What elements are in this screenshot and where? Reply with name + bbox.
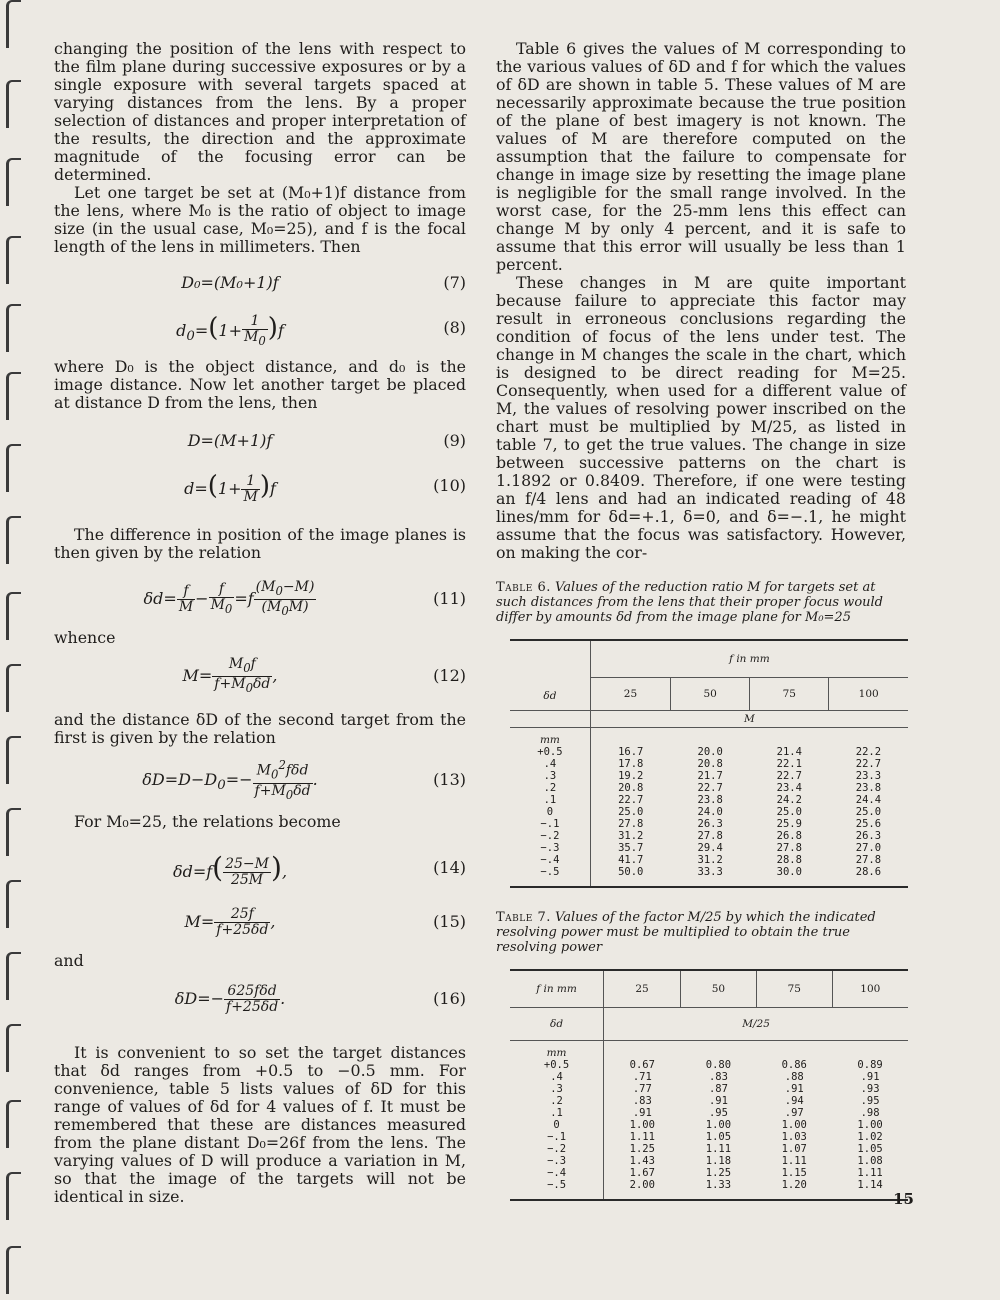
table-cell: 31.2 xyxy=(697,854,723,866)
table-cell: 27.8 xyxy=(855,854,882,866)
binder-mark xyxy=(6,808,21,856)
table-cell: 41.7 xyxy=(618,854,644,866)
paragraph: It is convenient to so set the target distances that δd ranges from +0.5 to −0.5 mm. For convenience, table 5 lists values of δD for this range of values of δd for 4 values of f. It must be remembered that these are distances measured from the plane distant D₀=26f from the lens. The varying values of D will produce a variation in M, so that the image of the targets will not be identical in size. xyxy=(54,1043,466,1206)
table-cell: .93 xyxy=(860,1083,880,1095)
binder-mark xyxy=(6,372,21,420)
binder-mark xyxy=(6,516,21,564)
sub-header: M xyxy=(590,711,908,728)
dd-value: .4 xyxy=(550,1071,563,1083)
table-cell: 28.6 xyxy=(855,866,882,878)
table-cell: 26.3 xyxy=(855,830,882,842)
table-cell: 31.2 xyxy=(618,830,644,842)
table-cell: 22.7 xyxy=(776,770,802,782)
f-col-header: 75 xyxy=(750,678,829,711)
table-cell: .98 xyxy=(860,1107,880,1119)
table-cell: 1.67 xyxy=(629,1167,655,1179)
table-cell: 26.8 xyxy=(776,830,802,842)
table-cell: 20.8 xyxy=(697,758,723,770)
paragraph: These changes in M are quite important because failure to appreciate this factor may result in erroneous conclusions regarding the condition of focus of the lens under test. The change in M changes the scale in the chart, which is designed to be direct reading for M=25. Consequently, when used for a different value of M, the values of resolving power inscribed on the chart must be multiplied by M/25, as listed in table 7, to get the true values. The change in size between successive patterns on the chart is 1.1892 or 0.8409. Therefore, if one were testing an f/4 lens and had an indicated reading of 48 lines/mm for δd=+.1, δ=0, and δ=−.1, he might assume that the focus was satisfactory. However, on making the cor- xyxy=(496,273,906,562)
table-cell: 1.15 xyxy=(781,1167,807,1179)
binder-mark xyxy=(6,236,21,284)
table-cell: 0.67 xyxy=(629,1059,655,1071)
table-cell: 35.7 xyxy=(618,842,644,854)
value-column xyxy=(829,728,908,888)
equation-15: M= $\frac{25f}{f+25\delta d}$ , (15) xyxy=(184,906,466,938)
table-7-caption: Table 7. Values of the factor M/25 by which the indicated resolving power must be multiplied to obtain the true resolving power xyxy=(496,910,876,955)
unit-label: mm xyxy=(539,734,560,746)
table-cell: 20.0 xyxy=(697,746,723,758)
dd-value: −.1 xyxy=(547,1131,567,1143)
dd-value: .1 xyxy=(550,1107,563,1119)
table-cell: 1.02 xyxy=(857,1131,883,1143)
table-cell: .87 xyxy=(708,1083,728,1095)
f-col-header: 75 xyxy=(756,970,832,1008)
table-cell: 26.3 xyxy=(697,818,723,830)
left-column xyxy=(54,40,466,1206)
table-cell: 17.8 xyxy=(618,758,644,770)
table-cell: 1.11 xyxy=(705,1143,732,1155)
f-col-header: 50 xyxy=(681,970,757,1008)
dd-column xyxy=(510,728,590,888)
table-cell: 1.00 xyxy=(705,1119,732,1131)
dd-value: 0 xyxy=(553,1119,560,1131)
equation-12: M= $\frac{M_0f}{f+M_0\delta d}$ , (12) xyxy=(182,656,466,695)
unit-label: mm xyxy=(546,1047,567,1059)
table-cell: 1.11 xyxy=(629,1131,655,1143)
table-cell: 27.8 xyxy=(618,818,644,830)
table-cell: 0.89 xyxy=(857,1059,883,1071)
dd-value: −.2 xyxy=(547,1143,567,1155)
equation-13: $\delta D=D-D_0=-$ $\frac{M_0^2f\delta d}{f+M_0\delta d}$ . (13) xyxy=(142,758,466,802)
dd-value: .1 xyxy=(543,794,557,806)
f-col-header: 100 xyxy=(829,678,908,711)
value-column xyxy=(604,1041,681,1201)
binder-mark xyxy=(6,952,21,1000)
dd-list xyxy=(514,1059,599,1191)
table-cell: 1.20 xyxy=(781,1179,807,1191)
binder-mark xyxy=(6,80,21,128)
table-cell: 0.86 xyxy=(781,1059,807,1071)
f-col-header: 100 xyxy=(832,970,908,1008)
dd-column xyxy=(510,1041,604,1201)
table-cell: .71 xyxy=(632,1071,652,1083)
paragraph: and the distance δD of the second target from the first is given by the relation xyxy=(54,710,466,747)
dd-value: −.1 xyxy=(540,818,560,830)
dd-value: −.2 xyxy=(540,830,560,842)
equation-10: d=(1+ $\frac{1}{M}$ )f (10) xyxy=(184,471,466,505)
value-column xyxy=(832,1041,908,1201)
f-col-header: 50 xyxy=(671,678,750,711)
table-cell: 27.8 xyxy=(697,830,723,842)
table-cell: 1.05 xyxy=(705,1131,732,1143)
table-cell: 2.00 xyxy=(629,1179,655,1191)
table-cell: .91 xyxy=(784,1083,804,1095)
dd-value: .3 xyxy=(543,770,557,782)
value-column xyxy=(756,1041,832,1201)
table-cell: 1.18 xyxy=(705,1155,732,1167)
equation-8: $d_0=(1+$ $\frac{1}{M_0}$ )f (8) xyxy=(176,313,466,348)
table-cell: 27.8 xyxy=(776,842,802,854)
f-header: f in mm xyxy=(590,640,908,678)
dd-value: −.5 xyxy=(540,866,560,878)
binder-mark xyxy=(6,0,21,48)
value-column xyxy=(671,728,750,888)
table-6 xyxy=(510,639,908,888)
table-cell: 1.25 xyxy=(629,1143,655,1155)
table-cell: 22.7 xyxy=(855,758,882,770)
table-cell: 50.0 xyxy=(618,866,644,878)
table-cell: 21.7 xyxy=(697,770,723,782)
table-cell: 25.9 xyxy=(776,818,802,830)
paragraph: For M₀=25, the relations become xyxy=(74,812,341,831)
dd-list xyxy=(514,746,586,878)
binder-mark xyxy=(6,880,21,928)
dd-value: .4 xyxy=(543,758,557,770)
table-cell: 16.7 xyxy=(618,746,644,758)
table-cell: 1.33 xyxy=(705,1179,732,1191)
table-cell: .97 xyxy=(784,1107,804,1119)
whence-label: whence xyxy=(54,628,116,647)
f-col-header: 25 xyxy=(604,970,681,1008)
blank-cell xyxy=(510,711,590,728)
page-number: 15 xyxy=(893,1190,914,1208)
table-7 xyxy=(510,969,908,1201)
table-cell: 23.8 xyxy=(855,782,882,794)
equation-11: δd= $\frac{f}{M}$ − $\frac{f}{M_0}$ =f $\frac{(M_0-M)}{(M_0M)}$ (11) xyxy=(143,579,466,618)
table-cell: 23.3 xyxy=(855,770,882,782)
binder-mark xyxy=(6,304,21,352)
paragraph: Let one target be set at (M₀+1)f distance from the lens, where M₀ is the ratio of object to image size (in the usual case, M₀=25), and f is the focal length of the lens in millimeters. Then xyxy=(54,183,466,256)
binder-mark xyxy=(6,664,21,712)
value-column xyxy=(750,728,829,888)
equation-16: δD=− $\frac{\text{625fδd}}{f+25\delta d}$ . (16) xyxy=(174,983,466,1015)
table-cell: 22.1 xyxy=(776,758,802,770)
table-cell: 0.80 xyxy=(705,1059,732,1071)
table-cell: 1.05 xyxy=(857,1143,883,1155)
table-cell: 30.0 xyxy=(776,866,802,878)
paragraph: changing the position of the lens with respect to the film plane during successive exposures or by a single exposure with several targets spaced at varying distances from the lens. By a proper selection of distances and proper interpretation of the results, the direction and the approximate magnitude of the focusing error can be determined. xyxy=(54,39,466,184)
equation-14: δd=f( $\frac{25-M}{25M}$ ), (14) xyxy=(172,851,466,888)
table-cell: .95 xyxy=(860,1095,880,1107)
table-cell: 20.8 xyxy=(618,782,644,794)
table-cell: 1.00 xyxy=(629,1119,655,1131)
table-cell: .95 xyxy=(708,1107,728,1119)
table-cell: 25.6 xyxy=(855,818,882,830)
sub-header: M/25 xyxy=(604,1008,908,1041)
table-cell: 24.2 xyxy=(776,794,802,806)
and-label: and xyxy=(54,951,84,970)
table-cell: 1.08 xyxy=(857,1155,883,1167)
table-cell: 24.0 xyxy=(697,806,723,818)
table-cell: 22.7 xyxy=(697,782,723,794)
table-cell: 1.03 xyxy=(781,1131,807,1143)
table-cell: 24.4 xyxy=(855,794,882,806)
table-6-caption: Table 6. Values of the reduction ratio M for targets set at such distances from the lens that their proper focus would differ by amounts δd from the image plane for M₀=25 xyxy=(496,580,883,625)
table-cell: 1.14 xyxy=(857,1179,883,1191)
table-cell: 1.25 xyxy=(705,1167,732,1179)
table-cell: 1.11 xyxy=(857,1167,883,1179)
table-cell: 23.8 xyxy=(697,794,723,806)
table-cell: 19.2 xyxy=(618,770,644,782)
table-cell: 28.8 xyxy=(776,854,802,866)
value-column xyxy=(590,728,670,888)
table-cell: .91 xyxy=(860,1071,880,1083)
binder-mark xyxy=(6,444,21,492)
f-col-header: 25 xyxy=(590,678,670,711)
table-cell: .94 xyxy=(784,1095,804,1107)
dd-value: −.4 xyxy=(547,1167,567,1179)
dd-value: −.4 xyxy=(540,854,560,866)
right-column xyxy=(496,40,906,1201)
dd-value: +0.5 xyxy=(537,746,563,758)
table-cell: 1.11 xyxy=(781,1155,807,1167)
table-cell: 25.0 xyxy=(776,806,802,818)
dd-value: .2 xyxy=(550,1095,563,1107)
value-column xyxy=(681,1041,757,1201)
binder-mark xyxy=(6,1246,21,1294)
dd-value: −.3 xyxy=(547,1155,567,1167)
paragraph: where D₀ is the object distance, and d₀ is the image distance. Now let another target be placed at distance D from the lens, then xyxy=(54,357,466,412)
dd-value: −.5 xyxy=(547,1179,567,1191)
f-header: f in mm xyxy=(510,970,604,1008)
table-cell: 21.4 xyxy=(776,746,802,758)
row-header: δd xyxy=(510,640,590,711)
table-cell: 1.00 xyxy=(857,1119,883,1131)
table-cell: .91 xyxy=(708,1095,728,1107)
equation-9: D=(M+1)f (9) xyxy=(187,431,466,450)
table-cell: 33.3 xyxy=(697,866,723,878)
table-cell: 22.2 xyxy=(855,746,882,758)
table-cell: .83 xyxy=(632,1095,652,1107)
binder-mark xyxy=(6,158,21,206)
table-cell: .83 xyxy=(708,1071,728,1083)
table-cell: .91 xyxy=(632,1107,652,1119)
dd-value: .3 xyxy=(550,1083,563,1095)
table-cell: .77 xyxy=(632,1083,652,1095)
binder-mark xyxy=(6,1024,21,1072)
paragraph: The difference in position of the image planes is then given by the relation xyxy=(54,525,466,562)
table-cell: .88 xyxy=(784,1071,804,1083)
dd-value: −.3 xyxy=(540,842,560,854)
equation-7: D₀=(M₀+1)f (7) xyxy=(181,273,466,292)
binder-mark xyxy=(6,736,21,784)
binder-mark xyxy=(6,1100,21,1148)
table-cell: 25.0 xyxy=(855,806,882,818)
dd-value: 0 xyxy=(546,806,554,818)
table-cell: 1.07 xyxy=(781,1143,807,1155)
table-cell: 23.4 xyxy=(776,782,802,794)
table-cell: 1.43 xyxy=(629,1155,655,1167)
dd-value: +0.5 xyxy=(543,1059,570,1071)
paragraph: Table 6 gives the values of M corresponding to the various values of δD and f for which the values of δD are shown in table 5. These values of M are necessarily approximate because the true position of the plane of best imagery is not known. The values of M are therefore computed on the assumption that the failure to compensate for change in image size by resetting the image plane is negligible for the small range involved. In the worst case, for the 25-mm lens this effect can change M by only 4 percent, and it is safe to assume that this error will usually be less than 1 percent. xyxy=(496,39,906,274)
table-cell: 1.00 xyxy=(781,1119,807,1131)
table-cell: 29.4 xyxy=(697,842,723,854)
dd-value: .2 xyxy=(543,782,557,794)
table-cell: 22.7 xyxy=(618,794,644,806)
row-header: δd xyxy=(510,1008,604,1041)
binder-mark xyxy=(6,592,21,640)
table-cell: 25.0 xyxy=(618,806,644,818)
binder-mark xyxy=(6,1172,21,1220)
table-cell: 27.0 xyxy=(855,842,882,854)
